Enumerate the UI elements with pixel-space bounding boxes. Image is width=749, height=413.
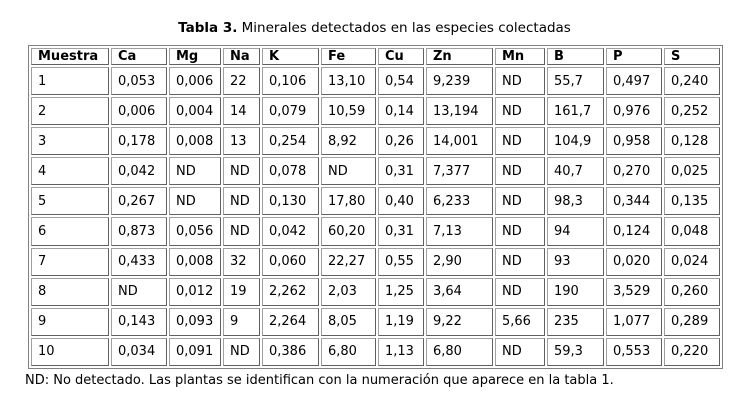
value-cell: 22	[223, 67, 260, 95]
value-cell: 0,497	[606, 67, 662, 95]
sample-cell: 5	[31, 187, 109, 215]
value-cell: 0,260	[664, 278, 720, 306]
value-cell: 59,3	[547, 338, 604, 366]
sample-cell: 8	[31, 278, 109, 306]
value-cell: 0,093	[169, 308, 221, 336]
value-cell: 0,004	[169, 97, 221, 125]
value-cell: ND	[495, 97, 545, 125]
value-cell: 7,377	[426, 157, 493, 185]
value-cell: 0,135	[664, 187, 720, 215]
value-cell: 14	[223, 97, 260, 125]
value-cell: ND	[223, 157, 260, 185]
value-cell: 0,128	[664, 127, 720, 155]
value-cell: 0,40	[378, 187, 424, 215]
sample-cell: 9	[31, 308, 109, 336]
value-cell: 2,03	[321, 278, 376, 306]
table-row	[31, 308, 720, 336]
value-cell: 0,012	[169, 278, 221, 306]
value-cell: 22,27	[321, 248, 376, 276]
value-cell: 0,433	[111, 248, 167, 276]
value-cell: 2,264	[262, 308, 319, 336]
value-cell: 0,252	[664, 97, 720, 125]
sample-cell: 10	[31, 338, 109, 366]
value-cell: 2,262	[262, 278, 319, 306]
value-cell: 0,006	[111, 97, 167, 125]
value-cell: 190	[547, 278, 604, 306]
value-cell: 5,66	[495, 308, 545, 336]
value-cell: ND	[223, 187, 260, 215]
value-cell: 3,64	[426, 278, 493, 306]
value-cell: 0,976	[606, 97, 662, 125]
value-cell: 0,042	[111, 157, 167, 185]
value-cell: 0,55	[378, 248, 424, 276]
value-cell: 13,10	[321, 67, 376, 95]
value-cell: 19	[223, 278, 260, 306]
sample-cell: 6	[31, 217, 109, 245]
value-cell: 3,529	[606, 278, 662, 306]
table-caption	[0, 20, 749, 36]
header-row	[31, 48, 720, 65]
sample-cell: 1	[31, 67, 109, 95]
value-cell: 6,80	[321, 338, 376, 366]
value-cell: 0,079	[262, 97, 319, 125]
value-cell: ND	[169, 157, 221, 185]
value-cell: 94	[547, 217, 604, 245]
value-cell: 0,14	[378, 97, 424, 125]
value-cell: 55,7	[547, 67, 604, 95]
value-cell: 0,31	[378, 157, 424, 185]
value-cell: 0,106	[262, 67, 319, 95]
sample-cell: 4	[31, 157, 109, 185]
header-cell: Fe	[321, 48, 376, 65]
value-cell: ND	[495, 127, 545, 155]
value-cell: 0,270	[606, 157, 662, 185]
value-cell: ND	[223, 338, 260, 366]
value-cell: 0,344	[606, 187, 662, 215]
value-cell: 0,254	[262, 127, 319, 155]
value-cell: 235	[547, 308, 604, 336]
table-row	[31, 278, 720, 306]
value-cell: 0,958	[606, 127, 662, 155]
value-cell: 0,006	[169, 67, 221, 95]
value-cell: ND	[111, 278, 167, 306]
value-cell: 9	[223, 308, 260, 336]
table-caption-text: Minerales detectados en las especies colectadas	[237, 20, 571, 36]
header-cell: Mn	[495, 48, 545, 65]
table-row	[31, 217, 720, 245]
value-cell: ND	[495, 278, 545, 306]
value-cell: 0,26	[378, 127, 424, 155]
value-cell: ND	[495, 338, 545, 366]
value-cell: 0,873	[111, 217, 167, 245]
value-cell: ND	[223, 217, 260, 245]
table-row	[31, 127, 720, 155]
table-row	[31, 157, 720, 185]
header-cell: Cu	[378, 48, 424, 65]
value-cell: ND	[495, 67, 545, 95]
value-cell: 0,289	[664, 308, 720, 336]
table-row	[31, 187, 720, 215]
value-cell: 10,59	[321, 97, 376, 125]
value-cell: 104,9	[547, 127, 604, 155]
value-cell: 0,060	[262, 248, 319, 276]
value-cell: 1,19	[378, 308, 424, 336]
value-cell: 0,042	[262, 217, 319, 245]
value-cell: 98,3	[547, 187, 604, 215]
value-cell: 8,05	[321, 308, 376, 336]
value-cell: 0,31	[378, 217, 424, 245]
value-cell: 6,233	[426, 187, 493, 215]
value-cell: 2,90	[426, 248, 493, 276]
value-cell: 0,008	[169, 127, 221, 155]
value-cell: 9,22	[426, 308, 493, 336]
value-cell: 13	[223, 127, 260, 155]
value-cell: 0,124	[606, 217, 662, 245]
table-row	[31, 248, 720, 276]
header-cell: Mg	[169, 48, 221, 65]
sample-cell: 3	[31, 127, 109, 155]
table-row	[31, 338, 720, 366]
header-cell: Na	[223, 48, 260, 65]
header-cell: Muestra	[31, 48, 109, 65]
value-cell: 1,077	[606, 308, 662, 336]
header-cell: S	[664, 48, 720, 65]
value-cell: 0,053	[111, 67, 167, 95]
sample-cell: 2	[31, 97, 109, 125]
value-cell: 60,20	[321, 217, 376, 245]
value-cell: 7,13	[426, 217, 493, 245]
value-cell: 8,92	[321, 127, 376, 155]
value-cell: 93	[547, 248, 604, 276]
value-cell: 0,143	[111, 308, 167, 336]
table-row	[31, 97, 720, 125]
value-cell: 0,220	[664, 338, 720, 366]
value-cell: 40,7	[547, 157, 604, 185]
table-body	[31, 67, 720, 366]
header-cell: B	[547, 48, 604, 65]
header-cell: K	[262, 48, 319, 65]
value-cell: 0,024	[664, 248, 720, 276]
table-caption-label: Tabla 3.	[178, 20, 238, 36]
value-cell: ND	[495, 217, 545, 245]
value-cell: ND	[495, 248, 545, 276]
value-cell: 0,553	[606, 338, 662, 366]
value-cell: 6,80	[426, 338, 493, 366]
sample-cell: 7	[31, 248, 109, 276]
value-cell: ND	[321, 157, 376, 185]
value-cell: 0,54	[378, 67, 424, 95]
header-cell: P	[606, 48, 662, 65]
value-cell: ND	[169, 187, 221, 215]
value-cell: 0,048	[664, 217, 720, 245]
value-cell: 17,80	[321, 187, 376, 215]
header-cell: Zn	[426, 48, 493, 65]
value-cell: ND	[495, 187, 545, 215]
minerals-table	[28, 45, 723, 369]
value-cell: 0,008	[169, 248, 221, 276]
value-cell: 9,239	[426, 67, 493, 95]
value-cell: 0,240	[664, 67, 720, 95]
footnote: ND: No detectado. Las plantas se identifican con la numeración que aparece en la tabla 1.	[25, 373, 614, 388]
value-cell: 0,091	[169, 338, 221, 366]
value-cell: 1,25	[378, 278, 424, 306]
value-cell: 14,001	[426, 127, 493, 155]
table-row	[31, 67, 720, 95]
value-cell: 0,078	[262, 157, 319, 185]
value-cell: 0,056	[169, 217, 221, 245]
value-cell: 13,194	[426, 97, 493, 125]
value-cell: 0,386	[262, 338, 319, 366]
value-cell: 161,7	[547, 97, 604, 125]
header-cell: Ca	[111, 48, 167, 65]
value-cell: 0,267	[111, 187, 167, 215]
value-cell: 32	[223, 248, 260, 276]
value-cell: 0,034	[111, 338, 167, 366]
value-cell: 0,178	[111, 127, 167, 155]
value-cell: 0,130	[262, 187, 319, 215]
value-cell: ND	[495, 157, 545, 185]
value-cell: 0,020	[606, 248, 662, 276]
value-cell: 1,13	[378, 338, 424, 366]
value-cell: 0,025	[664, 157, 720, 185]
